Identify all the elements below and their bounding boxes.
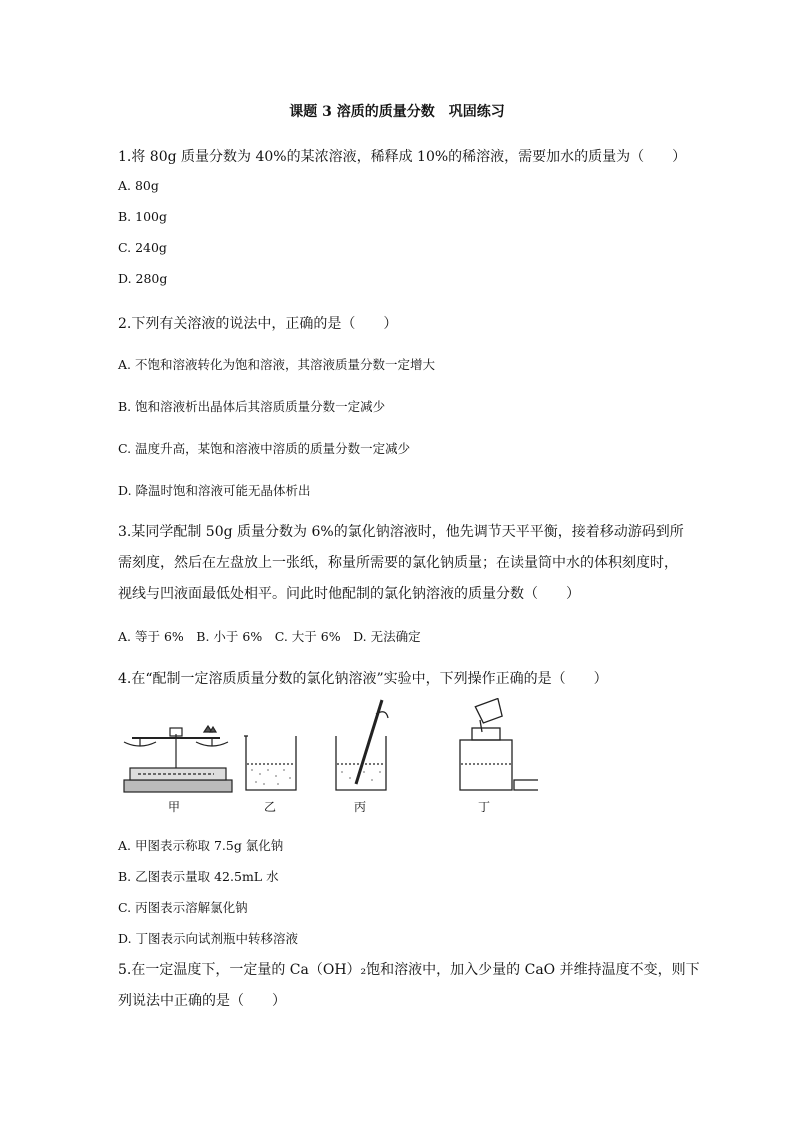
beaker-with-stirring-rod-icon bbox=[336, 700, 388, 790]
question-2-option-d: D. 降温时饱和溶液可能无晶体析出 bbox=[118, 483, 311, 498]
question-4-option-a: A. 甲图表示称取 7.5g 氯化钠 bbox=[118, 838, 284, 853]
question-4-option-c: C. 丙图表示溶解氯化钠 bbox=[118, 900, 248, 915]
lab-apparatus-illustration bbox=[118, 698, 538, 798]
figure-label-yi: 乙 bbox=[264, 800, 277, 814]
question-4-stem: 4.在“配制一定溶质质量分数的氯化钠溶液”实验中，下列操作正确的是（ ） bbox=[118, 671, 608, 687]
question-3-line-1: 3.某同学配制 50g 质量分数为 6%的氯化钠溶液时，他先调节天平平衡，接着移动游码到所 bbox=[118, 524, 684, 540]
question-1-option-c: C. 240g bbox=[118, 240, 167, 255]
question-4-option-b: B. 乙图表示量取 42.5mL 水 bbox=[118, 869, 279, 884]
question-1-option-b: B. 100g bbox=[118, 209, 167, 224]
question-2-stem: 2.下列有关溶液的说法中，正确的是（ ） bbox=[118, 316, 398, 332]
question-1-stem: 1.将 80g 质量分数为 40%的某浓溶液，稀释成 10%的稀溶液，需要加水的质量为（ ） bbox=[118, 149, 687, 165]
question-5-line-2: 列说法中正确的是（ ） bbox=[118, 993, 286, 1009]
beaker-icon bbox=[244, 736, 296, 790]
figure-label-jia: 甲 bbox=[168, 800, 181, 814]
question-1-option-a: A. 80g bbox=[118, 178, 159, 193]
figure-label-bing: 丙 bbox=[354, 800, 367, 814]
balance-icon bbox=[124, 726, 232, 792]
question-3-line-3: 视线与凹液面最低处相平。问此时他配制的氯化钠溶液的质量分数（ ） bbox=[118, 586, 580, 602]
question-4-option-d: D. 丁图表示向试剂瓶中转移溶液 bbox=[118, 931, 299, 946]
figure-label-ding: 丁 bbox=[478, 800, 491, 814]
question-3-options: A. 等于 6% B. 小于 6% C. 大于 6% D. 无法确定 bbox=[118, 629, 421, 644]
reagent-bottle-icon bbox=[460, 698, 538, 790]
question-1-option-d: D. 280g bbox=[118, 271, 168, 286]
question-2-option-c: C. 温度升高，某饱和溶液中溶质的质量分数一定减少 bbox=[118, 441, 411, 456]
question-2-option-b: B. 饱和溶液析出晶体后其溶质质量分数一定减少 bbox=[118, 399, 386, 414]
page-title: 课题 3 溶质的质量分数 巩固练习 bbox=[289, 104, 505, 120]
question-3-line-2: 需刻度，然后在左盘放上一张纸，称量所需要的氯化钠质量；在读量筒中水的体积刻度时， bbox=[118, 555, 678, 571]
question-5-line-1: 5.在一定温度下，一定量的 Ca（OH）₂饱和溶液中，加入少量的 CaO 并维持温度不变，则下 bbox=[118, 962, 700, 978]
question-4-figure bbox=[118, 698, 538, 816]
question-2-option-a: A. 不饱和溶液转化为饱和溶液，其溶液质量分数一定增大 bbox=[118, 357, 435, 372]
